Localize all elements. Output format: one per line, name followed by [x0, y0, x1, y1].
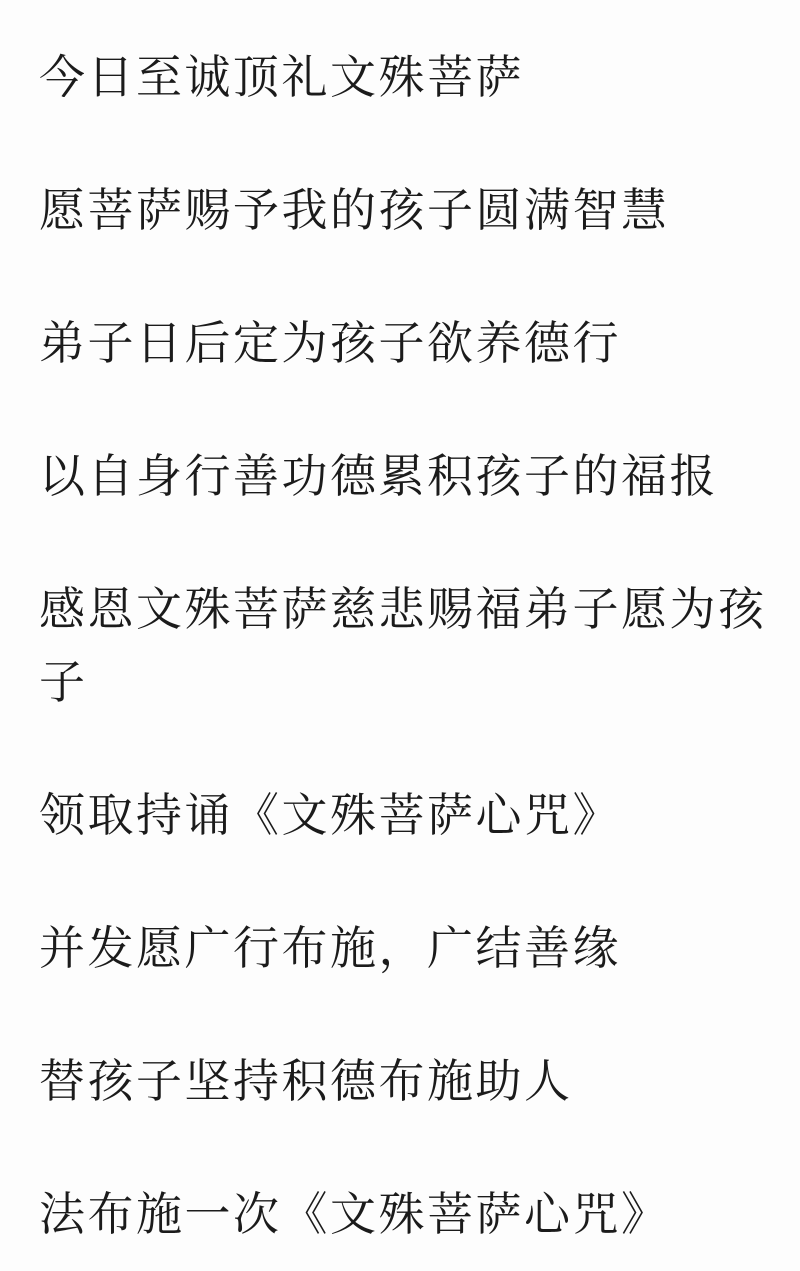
paragraph-2: 愿菩萨赐予我的孩子圆满智慧: [39, 184, 670, 236]
paragraph-7: 并发愿广行布施，广结善缘: [39, 922, 621, 974]
paragraph-9: 法布施一次《文殊菩萨心咒》: [39, 1188, 670, 1240]
paragraph-1: 今日至诚顶礼文殊菩萨: [39, 51, 524, 103]
text-content: [39, 41, 772, 1251]
paragraph-5: 感恩文殊菩萨慈悲赐福弟子愿为孩子: [39, 583, 767, 708]
paragraph-6: 领取持诵《文殊菩萨心咒》: [39, 789, 621, 841]
paragraph-8: 替孩子坚持积德布施助人: [39, 1055, 573, 1107]
paragraph-4: 以自身行善功德累积孩子的福报: [39, 450, 718, 502]
paragraph-3: 弟子日后定为孩子欲养德行: [39, 317, 621, 369]
